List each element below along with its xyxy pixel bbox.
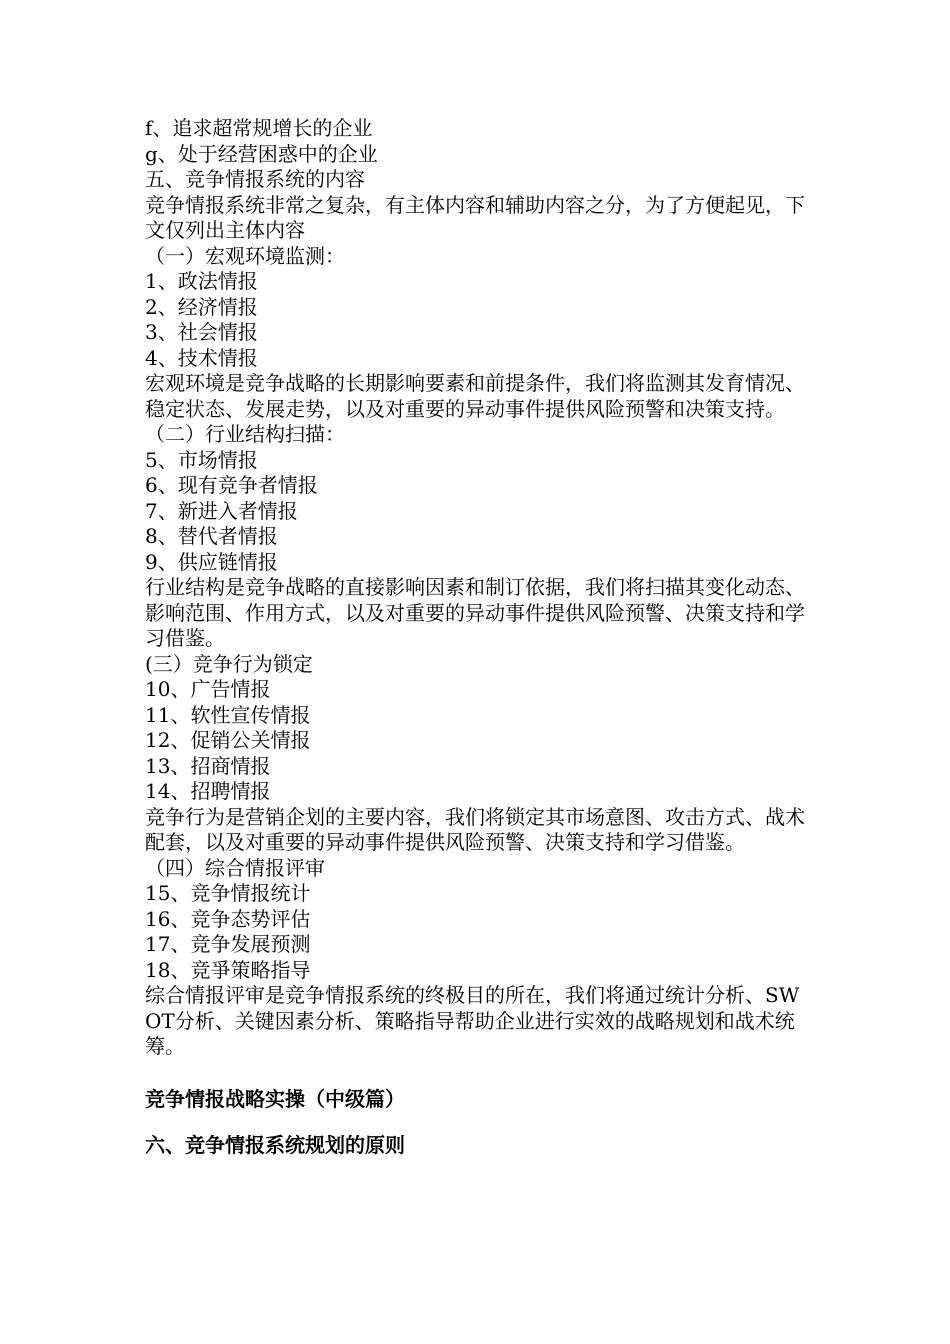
section2-description: 行业结构是竞争战略的直接影响因素和制订依据，我们将扫描其变化动态、影响范围、作用方式，以及对重要的异动事件提供风险预警、决策支持和学习借鉴。 — [145, 575, 805, 650]
list-item: 16、竞争态势评估 — [145, 906, 311, 931]
list-item: 13、招商情报 — [145, 753, 271, 778]
document-page — [145, 116, 805, 1158]
list-item: 7、新进入者情报 — [145, 498, 298, 523]
list-item: 4、技术情报 — [145, 345, 258, 370]
intro-paragraph: 竞争情报系统非常之复杂，有主体内容和辅助内容之分，为了方便起见，下文仅列出主体内容 — [145, 192, 805, 242]
list-item: 17、竞争发展预测 — [145, 932, 311, 956]
list-item: 2、经济情报 — [145, 294, 258, 319]
text-line: f、追求超常规增长的企业 — [145, 116, 373, 140]
list-item: 12、促销公关情报 — [145, 728, 311, 752]
section1-title: （一）宏观环境监测： — [145, 243, 345, 268]
list-item: 5、市场情报 — [145, 447, 258, 472]
chapter-heading: 竞争情报战略实操（中级篇） — [145, 1086, 405, 1111]
section1-description: 宏观环境是竞争战略的长期影响要素和前提条件，我们将监测其发育情况、稳定状态、发展走势，以及对重要的异动事件提供风险预警和决策支持。 — [145, 371, 805, 421]
list-item: 6、现有竞争者情报 — [145, 473, 318, 497]
list-item: 15、竞争情报统计 — [145, 881, 311, 905]
section3-title: (三）竞争行为锁定 — [145, 651, 313, 676]
list-item: 3、社会情报 — [145, 320, 258, 344]
section3-description: 竞争行为是营销企划的主要内容，我们将锁定其市场意图、攻击方式、战术配套，以及对重要的异动事件提供风险预警、决策支持和学习借鉴。 — [145, 804, 805, 854]
list-item: 1、政法情报 — [145, 269, 258, 293]
list-item: 8、替代者情报 — [145, 524, 278, 548]
section2-title: （二）行业结构扫描： — [145, 422, 345, 446]
list-item: 10、广告情报 — [145, 677, 271, 701]
list-item: 9、供应链情报 — [145, 549, 278, 574]
section4-description: 综合情报评审是竞争情报系统的终极目的所在，我们将通过统计分析、SWOT分析、关键因素分析、策略指导帮助企业进行实效的战略规划和战术统筹。 — [145, 983, 800, 1058]
list-item: 18、竞爭策略指导 — [145, 957, 311, 982]
text-line: g、处于经营困惑中的企业 — [145, 141, 378, 166]
section-heading-five: 五、竞争情报系统的内容 — [145, 167, 365, 191]
section4-title: （四）综合情报评审 — [145, 855, 325, 880]
list-item: 11、软性宣传情报 — [145, 702, 311, 727]
list-item: 14、招聘情报 — [145, 779, 271, 803]
section-heading-six: 六、竞争情报系统规划的原则 — [145, 1132, 405, 1157]
